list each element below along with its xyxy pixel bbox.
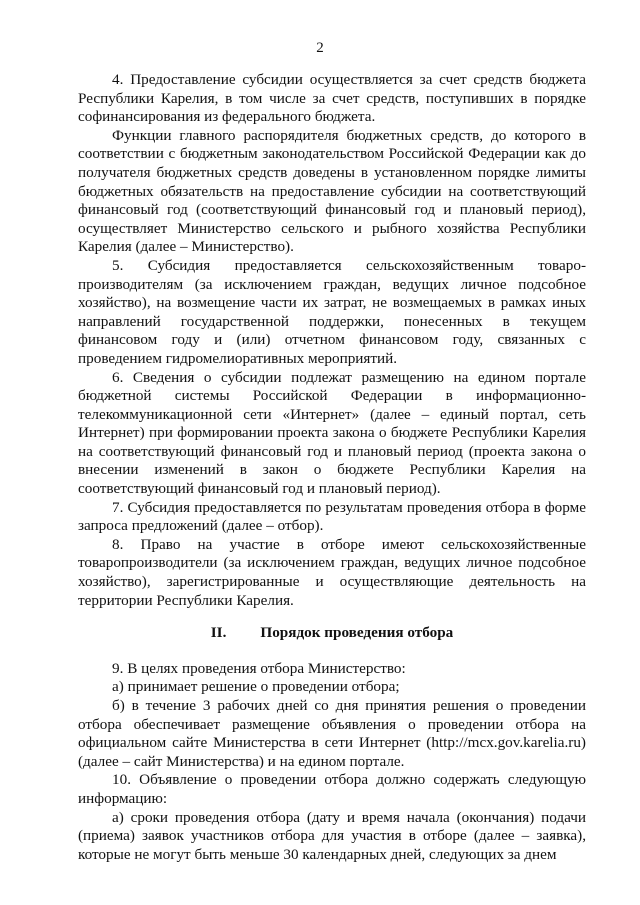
page-number: 2 — [316, 40, 324, 56]
section-number: II. — [210, 624, 227, 642]
paragraph-4-functions: Функции главного распорядителя бюджетных средств, до которого в соответствии с бюджетным законодательством Российской Федерации как до получателя бюджетных средств доведены в установленном порядке лимиты бюджетных обязательств на предоставление субсидии на соответствующий финансовый год (соответствующий финансовый год и плановый период), осуществляет Министерство сельского и рыбного хозяйства Республики Карелия (далее – Министерство). — [78, 126, 586, 256]
paragraph-10-a: а) сроки проведения отбора (дату и время начала (окончания) подачи (приема) заявок участников отбора для участия в отборе (далее – заявка), которые не могут быть меньше 30 календарных дней, следующих за днем — [78, 808, 586, 863]
paragraph-10: 10. Объявление о проведении отбора должно содержать следующую информацию: — [78, 771, 586, 807]
section-title: Порядок проведения отбора — [260, 624, 454, 642]
document-body — [78, 71, 586, 864]
paragraph-6: 6. Сведения о субсидии подлежат размещению на едином портале бюджетной системы Российской Федерации в информационно-телекоммуникационной сети «Интернет» (далее – единый портал, сеть Интернет) при формировании проекта закона о бюджете Республики Карелия на соответствующий финансовый год и плановый период (проекта закона о внесении изменений в закон о бюджете Республики Карелия на соответствующий финансовый год и плановый период). — [78, 368, 586, 498]
section-heading — [78, 624, 586, 643]
paragraph-4: 4. Предоставление субсидии осуществляется за счет средств бюджета Республики Карелия, в том числе за счет средств, поступивших в порядке софинансирования из федерального бюджета. — [78, 71, 586, 126]
paragraph-5: 5. Субсидия предоставляется сельскохозяйственным товаропроизводителям (за исключением граждан, ведущих личное подсобное хозяйство), на возмещение части их затрат, не возмещаемых в рамках иных направлений государственной поддержки, понесенных в текущем финансовом году и (или) отчетном финансовом году, связанных с проведением гидромелиоративных мероприятий. — [78, 256, 586, 367]
paragraph-9: 9. В целях проведения отбора Министерство: — [112, 659, 406, 677]
paragraph-9-b: б) в течение 3 рабочих дней со дня принятия решения о проведении отбора обеспечивает размещение объявления о проведении отбора на официальном сайте Министерства в сети Интернет (http://mcx.gov.karelia.ru) (далее – сайт Министерства) и на едином портале. — [78, 697, 586, 770]
paragraph-8: 8. Право на участие в отборе имеют сельскохозяйственные товаропроизводители (за исключением граждан, ведущих личное подсобное хозяйство), зарегистрированные и осуществляющие деятельность на территории Республики Карелия. — [78, 535, 586, 609]
paragraph-9-a: а) принимает решение о проведении отбора; — [112, 678, 400, 696]
paragraph-7: 7. Субсидия предоставляется по результатам проведения отбора в форме запроса предложений (далее – отбор). — [78, 498, 586, 535]
